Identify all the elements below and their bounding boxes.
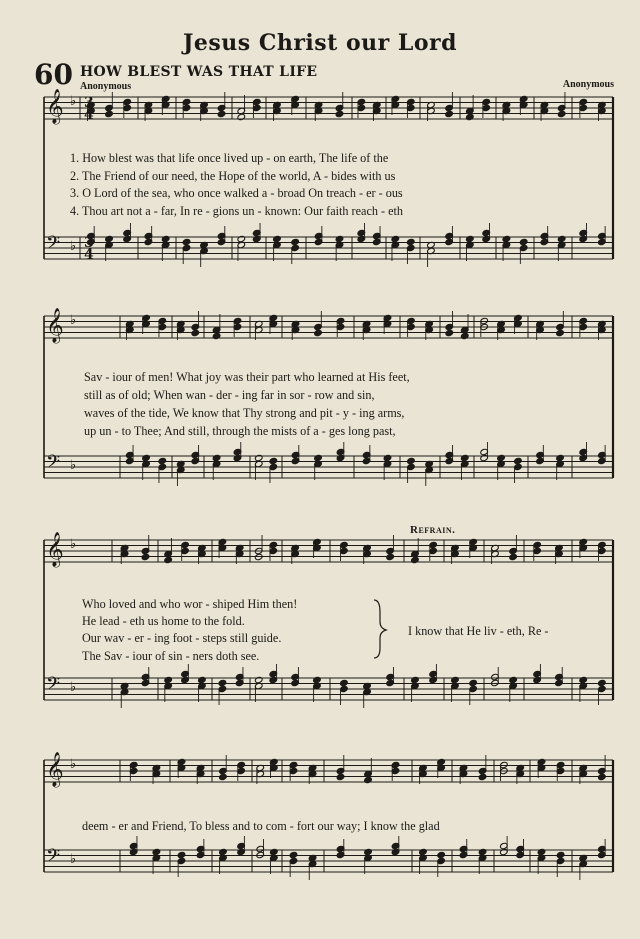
note-head bbox=[289, 851, 298, 858]
lyric-line: 1. How blest was that life once lived up - on earth, The life of the bbox=[70, 151, 389, 165]
bass-clef-icon: 𝄢 bbox=[46, 452, 61, 477]
note-head bbox=[335, 235, 344, 242]
note-head bbox=[212, 454, 221, 461]
note-head bbox=[314, 329, 323, 336]
note-head bbox=[469, 679, 478, 686]
hymn-title: HOW BLEST WAS THAT LIFE bbox=[80, 64, 318, 80]
time-signature: 4 bbox=[84, 247, 94, 263]
flat-icon: ♭ bbox=[70, 757, 77, 772]
note-head bbox=[254, 553, 263, 560]
note-head bbox=[182, 238, 191, 245]
flat-icon: ♭ bbox=[70, 852, 77, 867]
note-head bbox=[270, 848, 279, 855]
flat-icon: ♭ bbox=[70, 537, 77, 552]
treble-clef-icon: 𝄞 bbox=[46, 89, 64, 124]
note-head bbox=[411, 676, 420, 683]
note-head bbox=[460, 332, 469, 339]
music-credit: Anonymous bbox=[562, 79, 614, 90]
note-head bbox=[497, 454, 506, 461]
lyric-line: 4. Thou art not a - far, In re - gions un - known: Our faith reach - eth bbox=[70, 204, 403, 218]
flat-icon: ♭ bbox=[70, 313, 77, 328]
note-head bbox=[164, 556, 173, 563]
lyric-line: 3. O Lord of the sea, who once walked a - broad On treach - er - ous bbox=[70, 186, 403, 200]
note-head bbox=[386, 553, 395, 560]
lyric-line: deem - er and Friend, To bless and to com - fort our way; I know the glad bbox=[82, 819, 440, 833]
note-head bbox=[273, 235, 282, 242]
lyric-line: waves of the tide, We know that Thy strong and pit - y - ing arms, bbox=[84, 406, 405, 420]
note-head bbox=[466, 113, 475, 120]
note-head bbox=[514, 457, 523, 464]
note-head bbox=[191, 329, 200, 336]
note-head bbox=[254, 676, 263, 683]
flat-icon: ♭ bbox=[70, 239, 77, 254]
note-head bbox=[509, 676, 518, 683]
note-head bbox=[537, 848, 546, 855]
hymn-number: 60 bbox=[34, 58, 73, 91]
words-credit: Anonymous bbox=[80, 81, 132, 92]
note-head bbox=[219, 848, 228, 855]
note-head bbox=[598, 679, 607, 686]
note-head bbox=[411, 556, 420, 563]
note-head bbox=[237, 235, 246, 242]
note-head bbox=[237, 113, 246, 120]
note-head bbox=[460, 454, 469, 461]
lyric-line: He lead - eth us home to the fold. bbox=[82, 614, 245, 628]
note-head bbox=[364, 776, 373, 783]
bass-clef-icon: 𝄢 bbox=[46, 846, 61, 871]
lyric-line: 2. The Friend of our need, the Hope of the world, A - bides with us bbox=[70, 169, 396, 183]
note-head bbox=[219, 773, 228, 780]
bass-clef-icon: 𝄢 bbox=[46, 233, 61, 258]
note-head bbox=[164, 676, 173, 683]
note-head bbox=[579, 676, 588, 683]
flat-icon: ♭ bbox=[70, 680, 77, 695]
note-head bbox=[406, 238, 415, 245]
note-head bbox=[340, 679, 349, 686]
treble-clef-icon: 𝄞 bbox=[46, 532, 64, 567]
flat-icon: ♭ bbox=[70, 94, 77, 109]
note-head bbox=[437, 851, 446, 858]
time-signature: 3 bbox=[84, 235, 94, 251]
note-head bbox=[557, 235, 566, 242]
note-head bbox=[105, 110, 114, 117]
note-head bbox=[466, 235, 475, 242]
note-head bbox=[142, 454, 151, 461]
note-head bbox=[478, 773, 487, 780]
note-head bbox=[556, 454, 565, 461]
note-head bbox=[269, 457, 278, 464]
refrain-label: Refrain. bbox=[410, 524, 456, 536]
note-head bbox=[314, 454, 323, 461]
treble-clef-icon: 𝄞 bbox=[46, 308, 64, 343]
note-head bbox=[141, 553, 150, 560]
note-head bbox=[383, 454, 392, 461]
note-head bbox=[445, 329, 454, 336]
note-head bbox=[152, 848, 161, 855]
section-title: Jesus Christ our Lord bbox=[182, 30, 458, 56]
time-signature: 4 bbox=[84, 107, 94, 123]
note-head bbox=[407, 457, 416, 464]
note-head bbox=[177, 851, 186, 858]
note-head bbox=[105, 235, 114, 242]
note-head bbox=[419, 848, 428, 855]
note-head bbox=[557, 110, 566, 117]
note-head bbox=[451, 676, 460, 683]
note-head bbox=[198, 676, 207, 683]
note-head bbox=[158, 457, 167, 464]
verse-brace bbox=[374, 600, 386, 658]
lyric-line: up un - to Thee; And still, through the mists of a - ges long past, bbox=[84, 424, 396, 438]
lyric-line: The Sav - iour of sin - ners doth see. bbox=[82, 649, 260, 663]
note-head bbox=[335, 110, 344, 117]
note-head bbox=[254, 454, 263, 461]
lyric-line: Who loved and who wor - shiped Him then! bbox=[82, 597, 298, 611]
note-head bbox=[509, 553, 518, 560]
note-head bbox=[313, 676, 322, 683]
note-head bbox=[336, 773, 345, 780]
note-head bbox=[391, 235, 400, 242]
lyric-line: Our wav - er - ing foot - steps still guide. bbox=[82, 631, 282, 645]
note-head bbox=[556, 329, 565, 336]
note-head bbox=[598, 773, 607, 780]
note-head bbox=[364, 848, 373, 855]
note-head bbox=[519, 238, 528, 245]
note-head bbox=[218, 679, 227, 686]
note-head bbox=[212, 332, 221, 339]
note-head bbox=[502, 235, 511, 242]
flat-icon: ♭ bbox=[70, 458, 77, 473]
note-head bbox=[445, 110, 454, 117]
note-head bbox=[291, 238, 300, 245]
refrain-lyric: I know that He liv - eth, Re - bbox=[408, 624, 549, 638]
note-head bbox=[478, 848, 487, 855]
note-head bbox=[556, 851, 565, 858]
note-head bbox=[161, 235, 170, 242]
treble-clef-icon: 𝄞 bbox=[46, 752, 64, 787]
bass-clef-icon: 𝄢 bbox=[46, 674, 61, 699]
lyric-line: still as of old; When wan - der - ing far in sor - row and sin, bbox=[84, 388, 375, 402]
time-signature: 3 bbox=[84, 95, 94, 111]
lyric-line: Sav - iour of men! What joy was their part who learned at His feet, bbox=[84, 370, 410, 384]
note-head bbox=[217, 110, 226, 117]
